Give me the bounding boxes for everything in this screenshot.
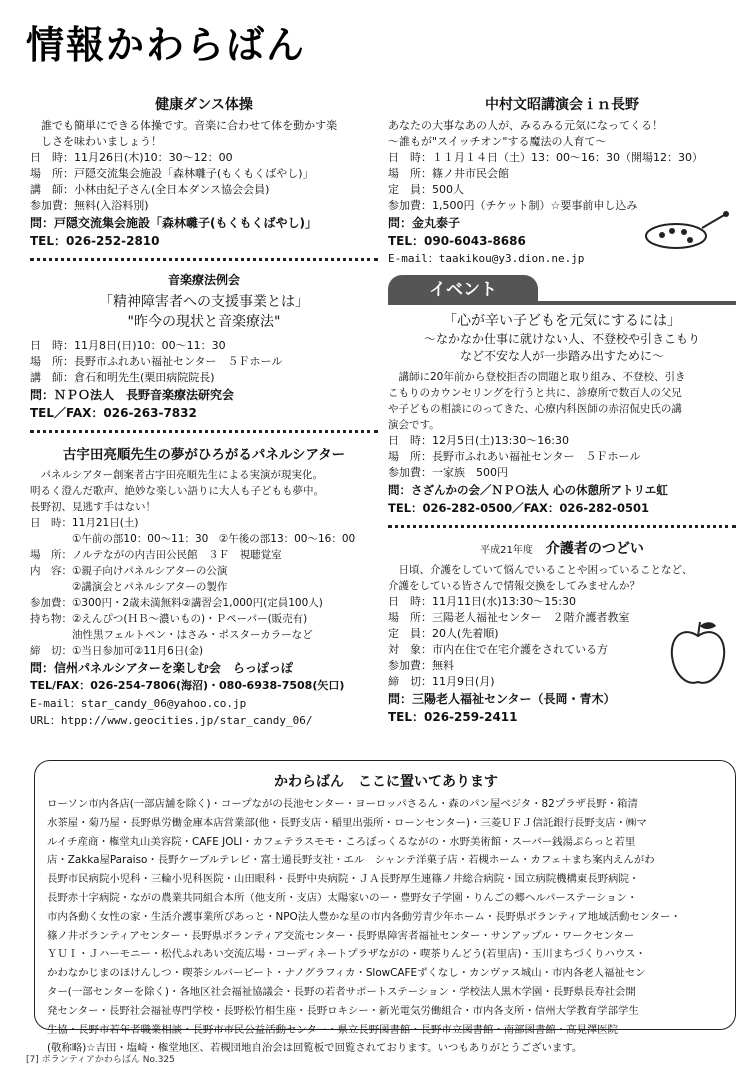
lecture-section	[388, 94, 736, 267]
panel-section	[30, 443, 378, 729]
music-place: 場 所：長野市ふれあい福祉センター ５Ｆホール	[30, 355, 283, 368]
panel-url[interactable]: URL：htpp://www.geocities.jp/star_candy_06/	[30, 714, 313, 727]
dance-intro: 誰でも簡単にできる体操です。音楽に合わせて体を動かす楽 しさを味わいましょう！	[40, 119, 338, 148]
care-contact: 問：三陽老人福祉センター（長岡・青木）	[388, 692, 616, 706]
apple-icon	[666, 618, 730, 690]
event-place: 場 所：長野市ふれあい福祉センター ５Ｆホール	[388, 450, 641, 463]
event-subtitle-1: ～なかなか仕事に就けない人、不登校や引きこもり	[423, 332, 700, 346]
music-title-1: 「精神障害者への支援事業とは」	[99, 294, 309, 310]
panel-date: 日 時：11月21日(土)	[30, 517, 139, 529]
event-banner	[388, 275, 736, 305]
music-section	[30, 271, 378, 422]
panel-email[interactable]: E-mail：star_candy_06@yahoo.co.jp	[30, 697, 247, 710]
care-target: 対 象：市内在住で在宅介護をされている方	[388, 643, 608, 656]
care-capacity: 定 員：20人(先着順)	[388, 627, 499, 640]
music-lecturer: 講 師：倉石和明先生(栗田病院院長)	[30, 371, 215, 384]
dance-lecturer: 講 師：小林由紀子さん(全日本ダンス協会会員)	[30, 183, 270, 196]
lecture-tel: TEL：090-6043-8686	[388, 234, 526, 248]
care-intro: 日頃、介護をしていて悩んでいることや困っていることなど、 介護をしている皆さんで情報交換をしてみませんか？	[388, 564, 693, 592]
dance-tel: TEL：026-252-2810	[30, 234, 160, 248]
places-box	[34, 760, 736, 1055]
places-title: かわらばん ここに置いてあります	[274, 774, 498, 790]
care-place: 場 所：三陽老人福祉センター ２階介護者教室	[388, 611, 630, 624]
panel-tel: TEL/FAX：026-254-7806(海沼)・080-6938-7508(矢口)	[30, 679, 345, 692]
panel-fee: 参加費：①300円・2歳未満無料②講習会1,000円(定員100人)	[30, 597, 323, 609]
lecture-place: 場 所：篠ノ井市民会館	[388, 167, 509, 180]
panel-content-1: 内 容：①親子向けパネルシアターの公演	[30, 565, 228, 577]
event-section	[388, 311, 736, 517]
lecture-title: 中村文昭講演会ｉｎ長野	[485, 97, 639, 113]
lecture-capacity: 定 員：500人	[388, 183, 464, 196]
dance-title: 健康ダンス体操	[155, 97, 253, 113]
panel-time: ①午前の部10：00～11：30 ②午後の部13：00～16：00	[30, 533, 356, 545]
panel-place: 場 所：ノルテながの内吉田公民館 ３Ｆ 視聴覚室	[30, 549, 282, 561]
event-contact: 問：さざんかの会／ＮＰＯ法人 心の休憩所アトリエ虹	[388, 483, 668, 497]
event-banner-label: イベント	[388, 275, 538, 305]
dance-date: 日 時：11月26日(木)10：30～12：00	[30, 151, 233, 164]
care-year: 平成21年度	[480, 545, 533, 556]
right-column	[388, 94, 736, 726]
event-subtitle-2: など不安な人が一歩踏み出すために～	[459, 349, 664, 363]
event-fee: 参加費：一家族 500円	[388, 466, 508, 479]
music-date: 日 時：11月8日(日)10：00～11：30	[30, 339, 226, 352]
footer-page-label: [7] ボランティアかわらばん No.325	[26, 1055, 175, 1065]
divider	[30, 430, 378, 433]
care-section	[388, 538, 736, 726]
places-text: ローソン市内各店(一部店舗を除く)・コープながの長池センター・ヨーロッパさるん・森のパン屋ベジタ・82プラザ長野・箱清 水茶屋・菊乃屋・長野県労働金庫本店営業部(他・長野支店・稲里出張所・ローンセンター)・三菱ＵＦＪ信託銀行長野支店・㈱マ ルイチ産商・権堂丸山美容院・CAFE JOLI・カフェテラスモモ・ころぼっくるながの・水野美術館・スーパー銭湯ぷらっと若里 店・Zakka屋Paraiso・長野ケーブルテレビ・富士通長野支社・エル シャンテ洋菓子店・若槻ホーム・カフェ＋まち案内えんがわ 長野市民病院小児科・三輪小児科医院・山田眼科・長野中央病院・ＪＡ長野厚生連篠ノ井総合病院・国立病院機構東長野病院・ 長野赤十字病院・ながの農業共同組合本所（他支所・支店）太陽家いのー・豊野女子学園・りんごの郷ヘルパーステーション・ 市内各動く女性の家・生活介護事業所ぴあっと・NPO法人豊かな星の市内各動労青少年ホーム・長野県ボランティア地域活動センター・ 篠ノ井ボランティアセンター・長野県ボランティア交流センター・長野県障害者福祉センター・サンアップル・ワークセンター ＹＵＩ・Ｊハーモニー・松代ふれあい交流広場・コーディネートプラザながの・喫茶りんどう(若里店)・玉川まちづくりハウス・ かわなかじまのほけんしつ・喫茶シルバービート・ナノグラフィカ・SlowCAFEずくなし・カンヴァス城山・市内各老人福祉セン ター(一部センターを除く)・各地区社会福祉協議会・長野の若者サポートステーション・学校法人黒木学園・長野県長寿社会開 発センター・長野社会福祉専門学校・長野松竹相生座・長野ロキシー・新光電気労働組合・市内各支所・信州大学教育学部学生 生協・長野市若年者職業相談・長野市市民公益活動センター・県立長野図書館・長野市立図書館・南部図書館・高見澤医院 (敬称略)☆吉田・塩崎・権堂地区、若槻団地自治会は回覧板で回覧されております。いつもありがとうございます。	[47, 798, 681, 1055]
dance-contact: 問：戸隠交流集会施設「森林囃子(もくもくばやし)」	[30, 216, 317, 230]
music-title-2: "昨今の現状と音楽療法"	[127, 314, 281, 330]
care-deadline: 締 切：11月9日(月)	[388, 675, 495, 688]
panel-contact: 問：信州パネルシアターを楽しむ会 らっぽっぽ	[30, 661, 293, 675]
dance-fee: 参加費：無料(入浴料別)	[30, 199, 149, 212]
care-title: 介護者のつどい	[545, 541, 644, 557]
care-tel: TEL：026-259-2411	[388, 710, 518, 724]
lecture-contact: 問：金丸泰子	[388, 216, 461, 230]
event-banner-bar	[388, 301, 736, 305]
lecture-date: 日 時：１１月１４日（土）13：00～16：30（開場12：30）	[388, 151, 703, 164]
event-date: 日 時：12月5日(土)13:30～16:30	[388, 434, 569, 447]
palette-icon	[642, 208, 732, 252]
panel-title: 古宇田亮順先生の夢がひろがるパネルシアター	[62, 447, 346, 463]
lecture-fee: 参加費：1,500円（チケット制）☆要事前申し込み	[388, 199, 638, 212]
event-intro: 講師に20年前から登校拒否の問題と取り組み、不登校、引き こもりのカウンセリングを行うと共に、診療所で数百人の父兄 や子どもの相談にのってきた、心療内科医師の赤沼侃史氏の講 演会です。	[388, 371, 686, 431]
event-tel: TEL：026-282-0500／FAX：026-282-0501	[388, 501, 649, 515]
music-small-title: 音楽療法例会	[167, 273, 240, 287]
panel-items-2: 油性黒フェルトペン・はさみ・ポスターカラーなど	[30, 629, 313, 641]
dance-place: 場 所：戸隠交流集会施設「森林囃子(もくもくばやし)」	[30, 167, 314, 180]
music-tel: TEL／FAX：026-263-7832	[30, 406, 197, 420]
panel-deadline: 締 切：①当日参加可②11月6日(金)	[30, 645, 204, 657]
music-contact: 問：ＮＰＯ法人 長野音楽療法研究会	[30, 388, 235, 402]
divider	[30, 258, 378, 261]
care-fee: 参加費：無料	[388, 659, 454, 672]
page-title: 情報かわらばん	[26, 23, 307, 67]
panel-items-1: 持ち物：②えんぴつ(ＨＢ～濃いもの)・Ｐペーパー(販売有)	[30, 613, 308, 625]
left-column	[30, 94, 378, 729]
care-date: 日 時：11月11日(水)13:30～15:30	[388, 595, 576, 608]
divider	[388, 525, 736, 528]
lecture-intro: あなたの大事なあの人が、みるみる元気になってくる！ ～誰もが"スイッチオン"する魔法の人育て～	[388, 119, 663, 148]
panel-intro: パネルシアター創案者古宇田亮順先生による実演が現実化。 明るく澄んだ歌声、絶妙な楽しい語りに大人も子どもも夢中。 長野初、見逃す手はない！	[30, 469, 324, 513]
panel-content-2: ②講演会とパネルシアターの製作	[30, 581, 228, 593]
dance-section	[30, 94, 378, 250]
event-title: 「心が辛い子どもを元気にするには」	[443, 313, 681, 329]
lecture-email[interactable]: E-mail：taakikou@y3.dion.ne.jp	[388, 252, 585, 265]
